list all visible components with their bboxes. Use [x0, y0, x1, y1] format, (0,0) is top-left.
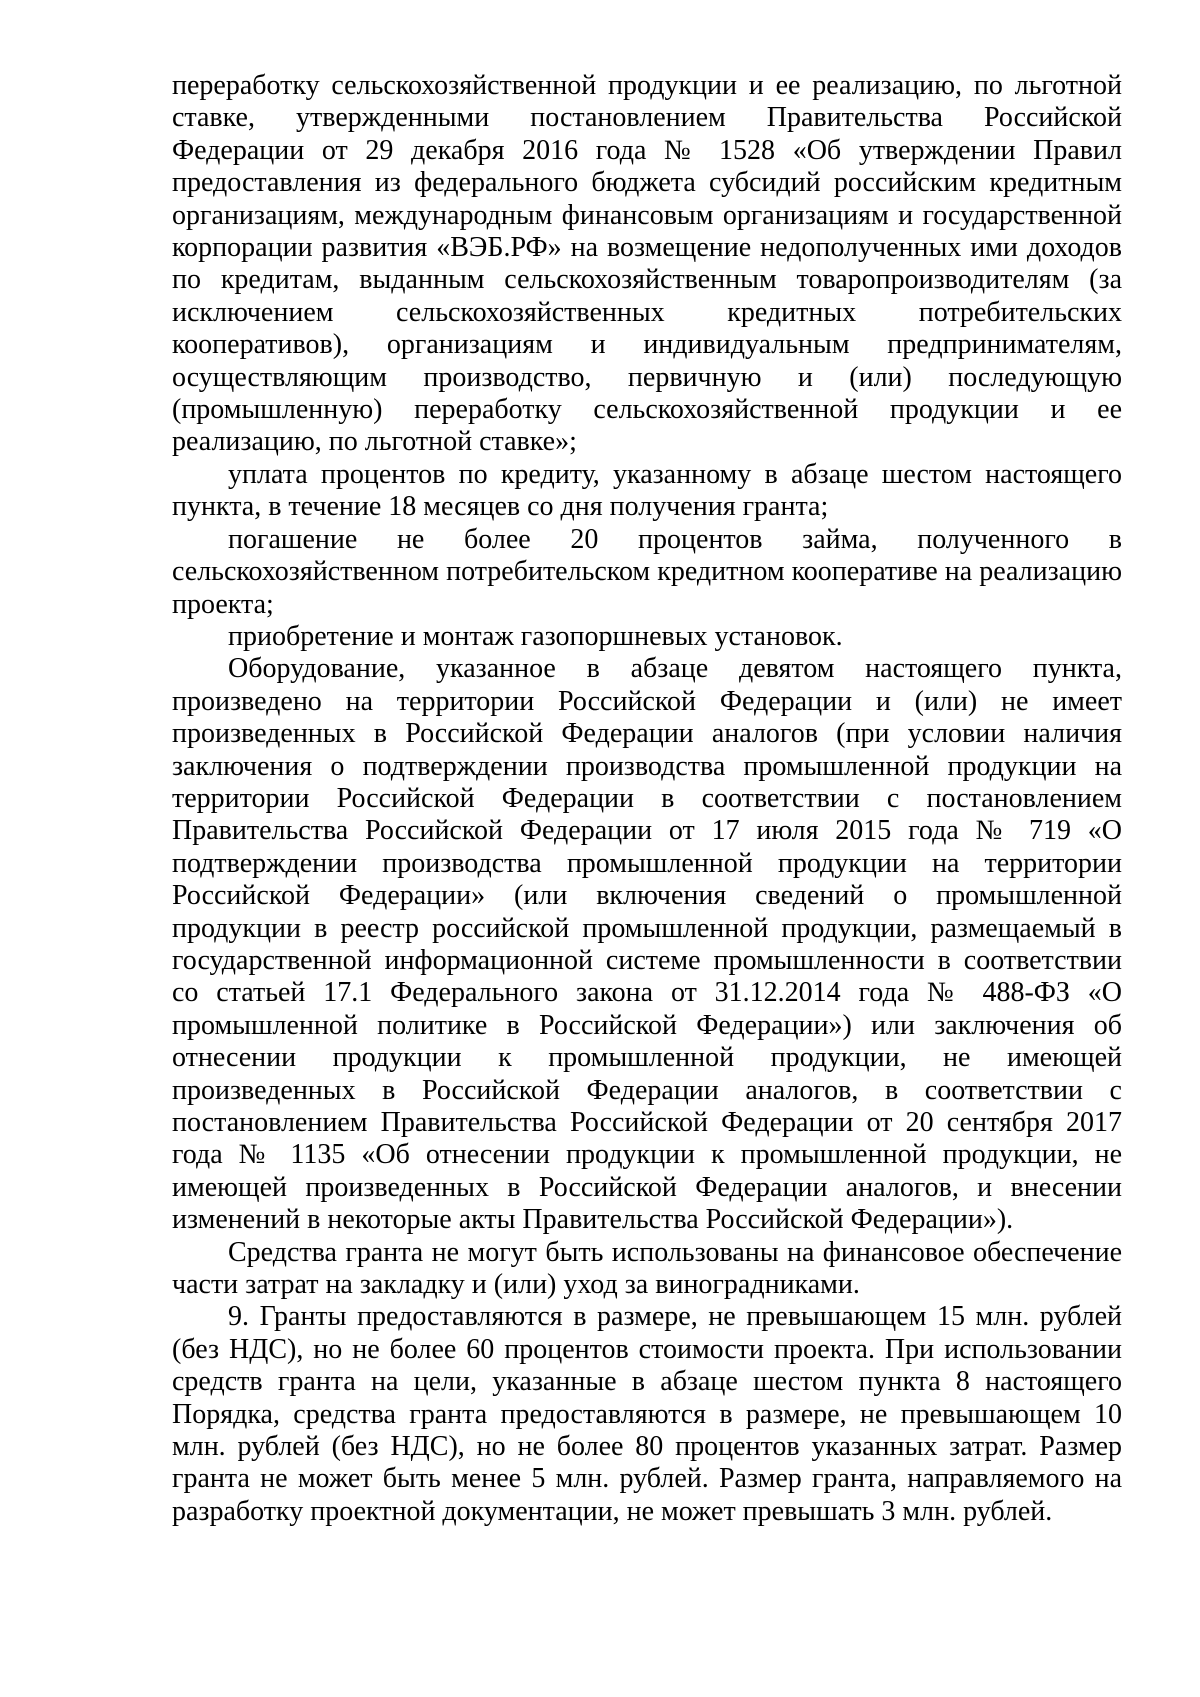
paragraph-vineyard-restriction: Средства гранта не могут быть использованы на финансовое обеспечение части затрат на закладку и (или) уход за виноградниками. — [172, 1236, 1122, 1301]
paragraph-equipment-origin: Оборудование, указанное в абзаце девятом настоящего пункта, произведено на территории Российской Федерации и (или) не имеет произведенных в Российской Федерации аналогов (при условии наличия заключения о подтверждении производства промышленной продукции на территории Российской Федерации в соответствии с постановлением Правительства Российской Федерации от 17 июля 2015 года № 719 «О подтверждении производства промышленной продукции на территории Российской Федерации» (или включения сведений о промышленной продукции в реестр российской промышленной продукции, размещаемый в государственной информационной системе промышленности в соответствии со статьей 17.1 Федерального закона от 31.12.2014 года № 488-ФЗ «О промышленной политике в Российской Федерации») или заключения об отнесении продукции к промышленной продукции, не имеющей произведенных в Российской Федерации аналогов, в соответствии с постановлением Правительства Российской Федерации от 20 сентября 2017 года № 1135 «Об отнесении продукции к промышленной продукции, не имеющей произведенных в Российской Федерации аналогов, и внесении изменений в некоторые акты Правительства Российской Федерации»). — [172, 653, 1122, 1236]
document-body — [172, 70, 1122, 1528]
paragraph-continuation: переработку сельскохозяйственной продукции и ее реализацию, по льготной ставке, утвержденными постановлением Правительства Российской Федерации от 29 декабря 2016 года № 1528 «Об утверждении Правил предоставления из федерального бюджета субсидий российским кредитным организациям, международным финансовым организациям и государственной корпорации развития «ВЭБ.РФ» на возмещение недополученных ими доходов по кредитам, выданным сельскохозяйственным товаропроизводителям (за исключением сельскохозяйственных кредитных потребительских кооперативов), организациям и индивидуальным предпринимателям, осуществляющим производство, первичную и (или) последующую (промышленную) переработку сельскохозяйственной продукции и ее реализацию, по льготной ставке»; — [172, 70, 1122, 458]
paragraph-interest-payment: уплата процентов по кредиту, указанному в абзаце шестом настоящего пункта, в течение 18 месяцев со дня получения гранта; — [172, 458, 1122, 523]
paragraph-gas-piston-units: приобретение и монтаж газопоршневых установок. — [228, 620, 843, 652]
paragraph-grant-amount: 9. Гранты предоставляются в размере, не превышающем 15 млн. рублей (без НДС), но не более 60 процентов стоимости проекта. При использовании средств гранта на цели, указанные в абзаце шестом пункта 8 настоящего Порядка, средства гранта предоставляются в размере, не превышающем 10 млн. рублей (без НДС), но не более 80 процентов указанных затрат. Размер гранта не может быть менее 5 млн. рублей. Размер гранта, направляемого на разработку проектной документации, не может превышать 3 млн. рублей. — [172, 1301, 1122, 1527]
paragraph-loan-repayment: погашение не более 20 процентов займа, полученного в сельскохозяйственном потребительском кредитном кооперативе на реализацию проекта; — [172, 523, 1122, 620]
